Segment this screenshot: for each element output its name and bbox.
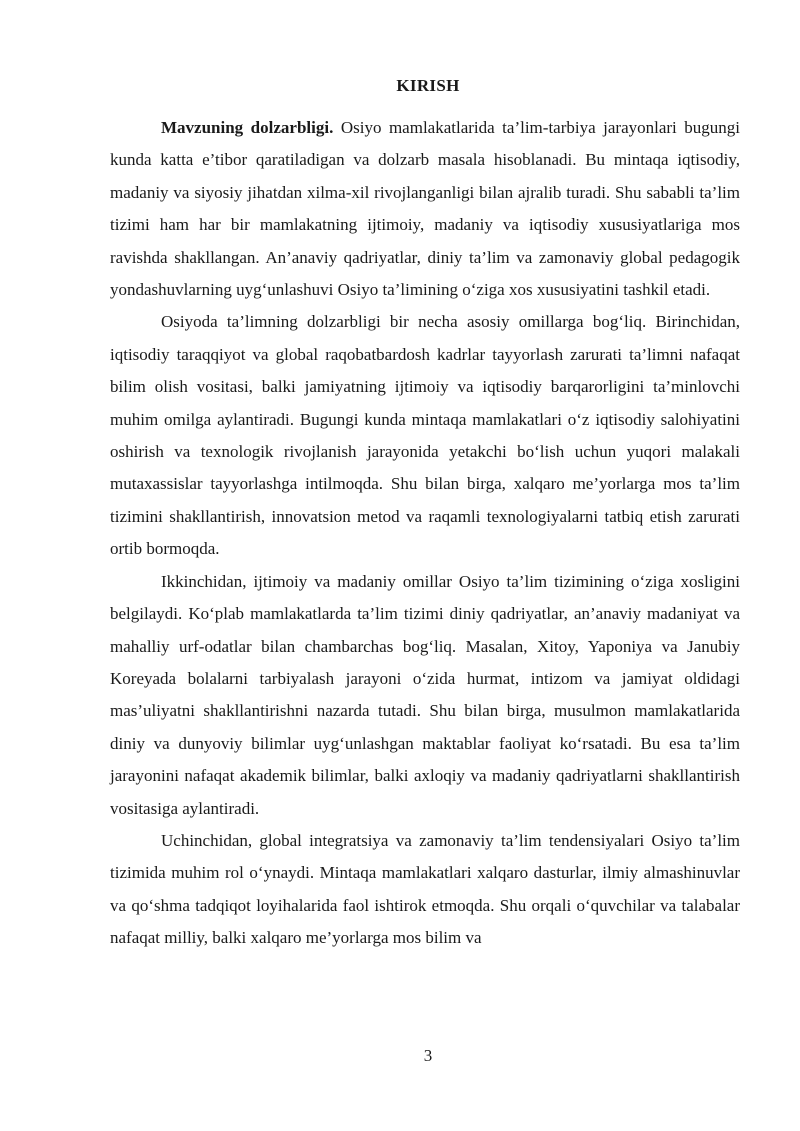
paragraph-third xyxy=(110,825,740,955)
page-number: 3 xyxy=(423,1046,433,1065)
body-text xyxy=(110,112,740,955)
paragraph-text: Uchinchidan, global integratsiya va zamonaviy ta’lim tendensiyalari Osiyo ta’lim tizimida muhim rol o‘ynaydi. Mintaqa mamlakatlari xalqaro dasturlar, ilmiy almashinuvlar va qo‘shma tadqiqot loyihalarida faol ishtirok etmoqda. Shu orqali o‘quvchilar va talabalar nafaqat milliy, balki xalqaro me’yorlarga mos bilim va xyxy=(110,830,740,948)
paragraph-second xyxy=(110,566,740,825)
paragraph-text: Osiyo mamlakatlarida ta’lim-tarbiya jarayonlari bugungi kunda katta e’tibor qaratiladigan va dolzarb masala hisoblanadi. Bu mintaqa iqtisodiy, madaniy va siyosiy jihatdan xilma-xil rivojlanganligi bilan ajralib turadi. Shu sababli ta’lim tizimi ham har bir mamlakatning ijtimoiy, madaniy va iqtisodiy xususiyatlariga mos ravishda shakllangan. An’anaviy qadriyatlar, diniy ta’lim va zamonaviy global pedagogik yondashuvlarning uyg‘unlashuvi Osiyo ta’limining o‘ziga xos xususiyatini tashkil etadi. xyxy=(110,118,740,300)
paragraph-lead: Mavzuning dolzarbligi. xyxy=(161,118,334,137)
paragraph-text: Osiyoda ta’limning dolzarbligi bir necha asosiy omillarga bog‘liq. Birinchidan, iqtisodiy taraqqiyot va global raqobatbardosh kadrlar tayyorlash zarurati ta’limni nafaqat bilim olish vositasi, balki jamiyatning ijtimoiy va iqtisodiy barqarorligini ta’minlovchi muhim omilga aylantiradi. Bugungi kunda mintaqa mamlakatlari o‘z iqtisodiy salohiyatini oshirish va texnologik rivojlanish jarayonida yetakchi bo‘lish uchun yuqori malakali mutaxassislar tayyorlashga intilmoqda. Shu bilan birga, xalqaro me’yorlarga mos ta’lim tizimini shakllantirish, innovatsion metod va raqamli texnologiyalarni tatbiq etish zarurati ortib bormoqda. xyxy=(110,312,740,559)
page-title: KIRISH xyxy=(396,76,460,95)
paragraph-relevance xyxy=(110,112,740,306)
paragraph-factors xyxy=(110,306,740,565)
paragraph-text: Ikkinchidan, ijtimoiy va madaniy omillar Osiyo ta’lim tizimining o‘ziga xosligini belgilaydi. Ko‘plab mamlakatlarda ta’lim tizimi diniy qadriyatlar, an’anaviy madaniyat va mahalliy urf-odatlar bilan chambarchas bog‘liq. Masalan, Xitoy, Yaponiya va Janubiy Koreyada bolalarni tarbiyalash jarayoni o‘zida hurmat, intizom va jamiyat oldidagi mas’uliyatni shakllantirishni nazarda tutadi. Shu bilan birga, musulmon mamlakatlarida diniy va dunyoviy bilimlar uyg‘unlashgan maktablar faoliyat ko‘rsatadi. Bu esa ta’lim jarayonini nafaqat akademik bilimlar, balki axloqiy va madaniy qadriyatlarni shakllantirish vositasiga aylantiradi. xyxy=(110,571,740,818)
